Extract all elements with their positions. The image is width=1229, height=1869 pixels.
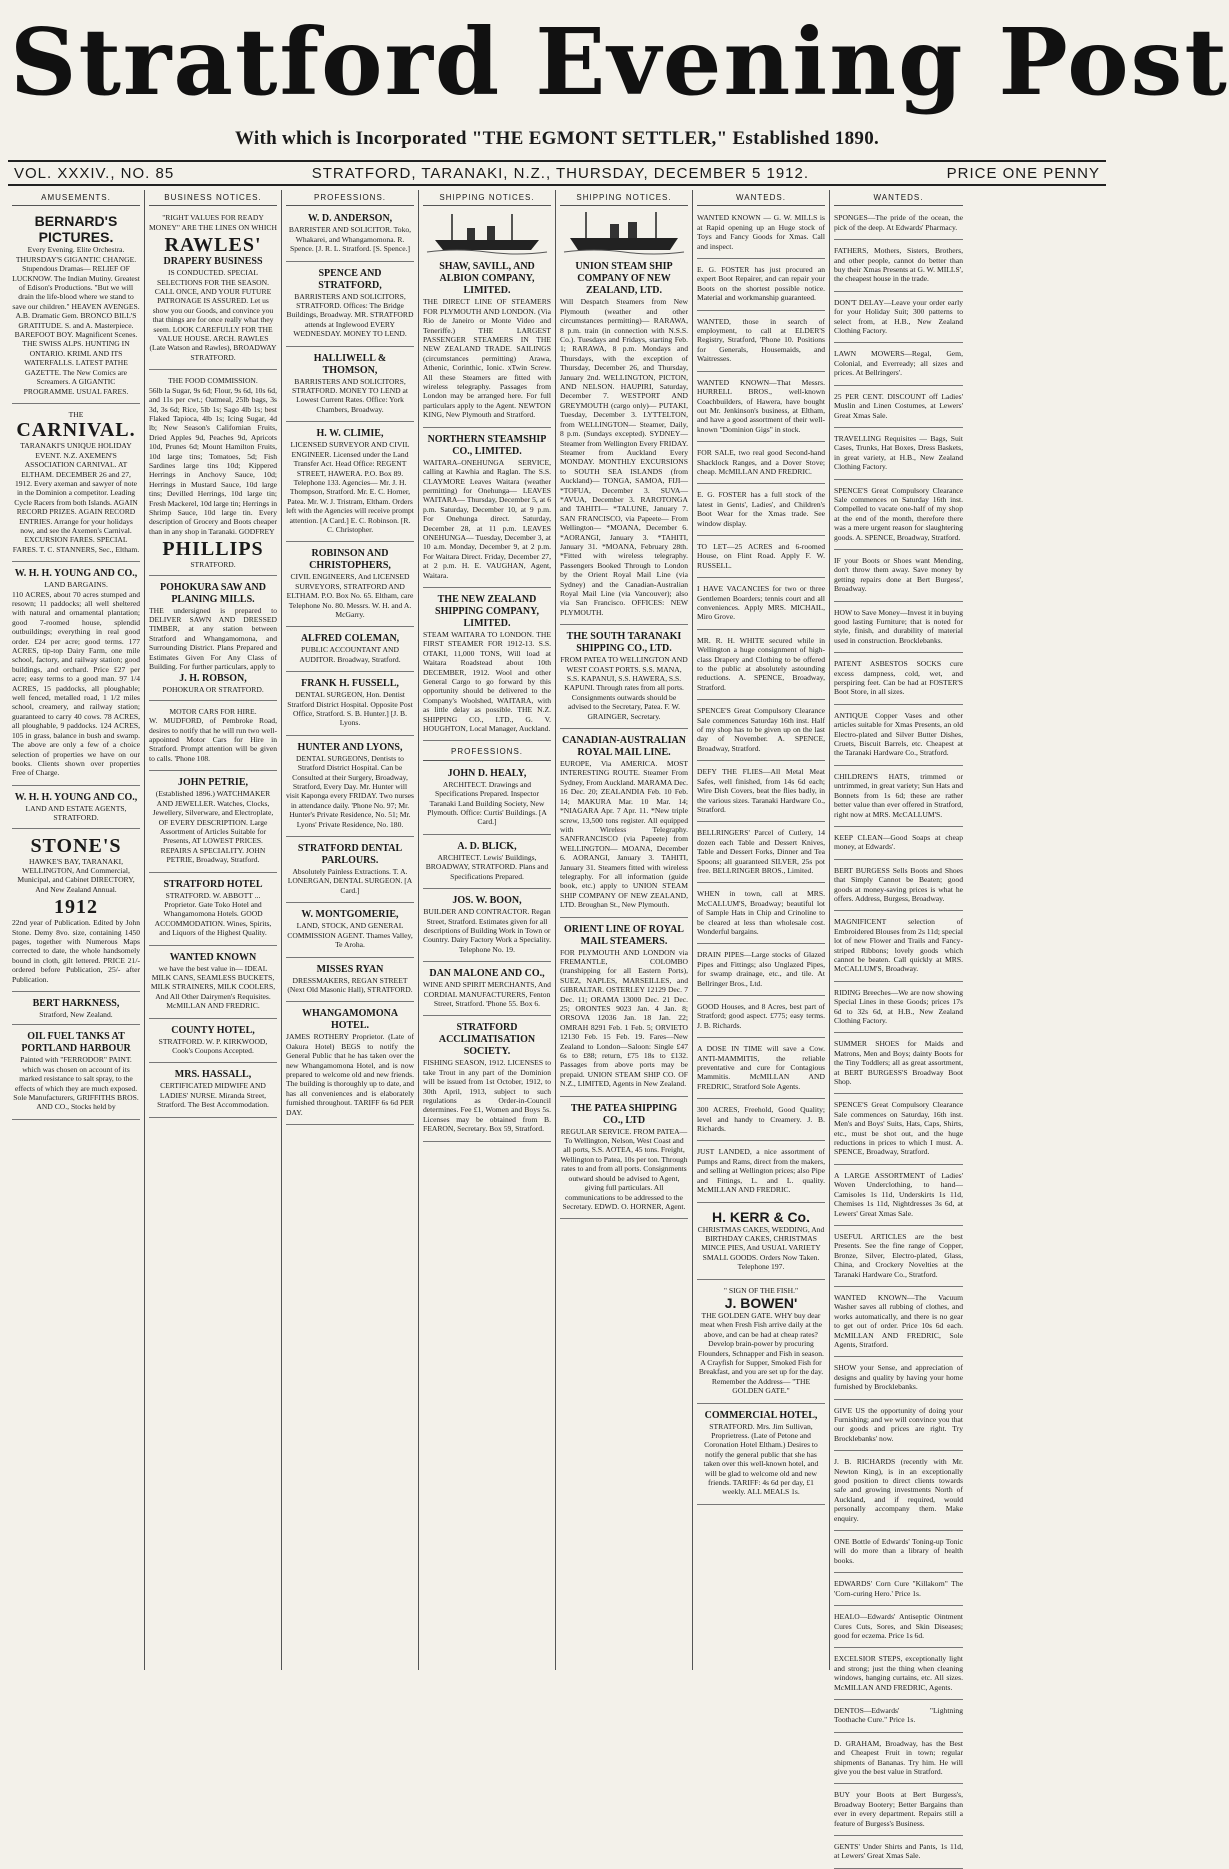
volume-number: VOL. XXXIV., NO. 85 bbox=[14, 164, 175, 182]
ad-text: ANTIQUE Copper Vases and other articles suitable for Xmas Presents, an old Electro-plated and Silver Butter Dishes, Cruets, Biscuit Barrels, etc. Cheapest at the Taranaki Hardware Co., Stratford. bbox=[834, 710, 963, 758]
ad-text: TRAVELLING Requisites — Bags, Suit Cases, Trunks, Hat Boxes, Dress Baskets, in great variety, at H.B., New Zealand Clothing Factory. bbox=[834, 433, 963, 472]
ad-title: BERNARD'S PICTURES. bbox=[34, 213, 118, 246]
ad-title: W. H. H. YOUNG AND CO., bbox=[14, 791, 138, 803]
ad-text: EDWARDS' Corn Cure "Killakorn" The 'Corn-curing Hero.' Price 1s. bbox=[834, 1579, 963, 1598]
ad-title: POHOKURA SAW AND PLANING MILLS. bbox=[160, 581, 266, 605]
ad-text: WHEN in town, call at MRS. McCALLUM'S, Broadway; beautiful lot of Sample Hats in Chip and Crinoline to be cleared at less than wholesale cost. Wonderful bargains. bbox=[697, 889, 825, 936]
ad-text: EUROPE, Via AMERICA. MOST INTERESTING ROUTE. Steamer From Sydney, From Auckland. MARAMA Dec. 16 Dec. 20; ZEALANDIA Feb. 10 Feb. 14; MAKURA Mar. 10 Mar. 14; *NIAGARA Apr. 7 Apr. 11. *New triple screw, 13,500 tons register. All equipped with Wireless Telegraphy. SANFRANCISCO (via Papeete) from WELLINGTON— MOANA, December 6. AORANGI, January 3. TAHITI, January 31. Steamers fitted with wireless telegraphy. For all information (guide book, etc.) apply to UNION STEAM SHIP COMPANY OF NEW ZEALAND, LTD. Broughan St., New Plymouth. bbox=[560, 759, 688, 910]
classified-ad bbox=[834, 1360, 963, 1399]
ad-fussell bbox=[286, 675, 414, 736]
ad-title: NORTHERN STEAMSHIP CO., LIMITED. bbox=[427, 433, 547, 457]
classified-ad bbox=[697, 886, 825, 944]
ad-text: GOOD Houses, and 8 Acres, best part of Stratford; good aspect. £775; easy terms. J. B. Richards. bbox=[697, 1002, 825, 1030]
ad-text: REGULAR SERVICE. FROM PATEA— To Wellington, Nelson, West Coast and all ports, S.S. AOTEA, 45 tons. Freight, Wellington to Patea, 10s per ton. Through rates to and from all ports. Consignments outward should be advised to Agent, giving full particulars. All communications to be addressed to the Secretary. EDWD. O. HORNER, Agent. bbox=[560, 1126, 688, 1211]
classified-ad bbox=[834, 1736, 963, 1785]
ad-text: HOW to Save Money—Invest it in buying good lasting Furniture; that is noted for style, finish, and durability of material used in construction. Brocklebanks. bbox=[834, 607, 963, 645]
ad-place: STRATFORD. bbox=[190, 560, 236, 570]
ad-ferrodor-paint bbox=[12, 1028, 140, 1119]
ad-title: HUNTER AND LYONS, bbox=[297, 741, 403, 753]
classified-ad bbox=[697, 581, 825, 630]
ad-title: W. H. H. YOUNG AND CO., bbox=[14, 568, 138, 580]
classified-ad bbox=[697, 375, 825, 442]
classified-ad bbox=[834, 389, 963, 428]
ad-shaw-savill bbox=[423, 258, 551, 427]
classified-ad bbox=[697, 314, 825, 372]
dateline bbox=[8, 160, 1106, 186]
ad-text: KEEP CLEAN—Good Soaps at cheap money, at Edwards'. bbox=[834, 832, 963, 852]
masthead bbox=[10, 6, 1229, 124]
column-heading: BUSINESS NOTICES. bbox=[149, 190, 277, 206]
incorporated-line: With which is Incorporated "THE EGMONT SETTLER," Established 1890. bbox=[234, 128, 880, 149]
ad-subtitle: LAND AND ESTATE AGENTS, STRATFORD. bbox=[25, 803, 127, 823]
ad-title: MRS. HASSALL, bbox=[174, 1069, 252, 1081]
ad-text: WANTED KNOWN—That Messrs. HURRELL BROS., well-known Coachbuilders, of Hawera, have bought out Mr. Jenkinson's business, at Eltham, and have a good assortment of their well-known "Dominion Gigs" in stock. bbox=[697, 377, 825, 434]
page-columns bbox=[8, 190, 1106, 1861]
ad-title: WHANGAMOMONA HOTEL. bbox=[301, 1008, 399, 1032]
classified-ad bbox=[834, 1534, 963, 1573]
ad-text: SUMMER SHOES for Maids and Matrons, Men and Boys; dainty Boots for the Tiny Toddlers; all as great assortment, at BERT BURGESS'S Broadway Boot Shop. bbox=[834, 1039, 963, 1087]
ad-title: WANTED KNOWN bbox=[169, 951, 257, 963]
ad-text: 25 PER CENT. DISCOUNT off Ladies' Muslin and Linen Costumes, at Lewers' Great Xmas Sale. bbox=[834, 391, 963, 420]
column-wanteds-2 bbox=[830, 190, 967, 1861]
ad-title: THE NEW ZEALAND SHIPPING COMPANY, LIMITED. bbox=[435, 593, 539, 629]
ad-text: PATENT ASBESTOS SOCKS cure excess dampness, cold, wet, and perspiring feet. Can be had at FOSTER'S Boot Store, in all sizes. bbox=[834, 659, 963, 697]
ad-blick bbox=[423, 838, 551, 889]
ad-title: CANADIAN-AUSTRALIAN ROYAL MAIL LINE. bbox=[562, 735, 686, 759]
ad-orient-line bbox=[560, 921, 688, 1097]
ad-text: Will Despatch Steamers from New Plymouth (weather and other circumstances permitting)— RARAWA, 8 p.m. train (in connection with N.S.S. Co.). Tuesdays and Fridays, starting Feb. 1; RARAWA, 8 p.m. Mondays and Thursdays, with the exception of Thursday, December 26, and Thursday, January 2nd. WELLINGTON, PICTON, AND NELSON. HAUPIRI, Saturday, December 7. WESTPORT AND GREYMOUTH (cargo only)— PUTAKI, Tuesday, December 3. LYTTELTON, from WELLINGTON— Steamer, Daily, 8 p.m. (Sundays excepted). SYDNEY— Steamer from Wellington Every FRIDAY. Steamer from Auckland Every MONDAY. MONTHLY EXCURSIONS to SOUTH SEA ISLANDS (from Auckland)— TONGA, SAMOA, FIJI— *TOFUA, December 3. SUVA— *AVUA, December 3. RAROTONGA and TAHITI— *TALUNE, January 7. SAN FRANCISCO, via Papeete— From Wellington— *MOANA, December 6. *AORANGI, January 3. *TAHITI, January 31. *MOANA, February 28th. *Fitted with wireless telegraphy. Passengers Booked Through to London by the Orient Royal Mail Line (via Sydney) and the Canadian-Australian Royal Mail Line (via Vancouver); also via San Francisco. OFFICES: NEW PLYMOUTH. bbox=[560, 297, 688, 617]
classified-ad bbox=[697, 1102, 825, 1141]
ad-text: GIVE US the opportunity of doing your Furnishing; and we will convince you that our goods and prices are right. Try Brocklebanks' now. bbox=[834, 1405, 963, 1443]
ad-text: MAGNIFICENT selection of Embroidered Blouses from 2s 11d; special lot of new Flower and Trails and Fancy-striped Ribbons; lovely goods which cannot be beaten. Call quickly at MRS. McCALLUM'S, Broadway. bbox=[834, 917, 963, 974]
classified-ad bbox=[834, 914, 963, 981]
ad-text: THE undersigned is prepared to DELIVER SAWN AND DRESSED TIMBER, at any station between Stratford and Whangamomona, and Surrounding District. Plans Prepared and Estimates Given For Any Class of Building. For further particulars, apply to bbox=[149, 605, 277, 672]
ad-place: POHOKURA OR STRATFORD. bbox=[162, 685, 264, 695]
ad-text: ONE Bottle of Edwards' Toning-up Tonic will do more than a library of health books. bbox=[834, 1537, 963, 1565]
ad-text: JAMES ROTHERY Proprietor. (Late of Oakura Hotel) BEGS to notify the General Public that he has taken over the new Whangamomona Hotel, and is now prepared to welcome old and new friends. The building is thoroughly up to date, and has all conveniences and is elaborately furnished throughout. TARIFF 6s 6d PER DAY. bbox=[286, 1032, 414, 1117]
ad-motor-cars bbox=[149, 704, 277, 771]
ad-text: SPONGES—The pride of the ocean, the pick of the deep. At Edwards' Pharmacy. bbox=[834, 213, 963, 232]
ad-text: JUST LANDED, a nice assortment of Pumps and Rams, direct from the makers, and selling at Wellington prices; also Pipe and Fittings, L. and L. quality. McMILLAN AND FREDRIC. bbox=[697, 1147, 825, 1195]
ad-text: TO LET—25 ACRES and 6-roomed House, on Flint Road. Apply F. W. RUSSELL. bbox=[697, 541, 825, 570]
ad-sign: " SIGN OF THE FISH." bbox=[723, 1285, 799, 1295]
ad-text: Absolutely Painless Extractions. T. A. LONERGAN, DENTAL SURGEON. [A Card.] bbox=[287, 867, 413, 895]
classified-ad bbox=[697, 262, 825, 311]
ad-climie bbox=[286, 425, 414, 542]
ad-misses-ryan bbox=[286, 961, 414, 1003]
ad-text: DENTAL SURGEON, Hon. Dentist Stratford District Hospital. Opposite Post Office, Stratford. S. B. Hunter.] [J. B. Lyons. bbox=[287, 690, 413, 728]
ad-title: ROBINSON AND CHRISTOPHERS, bbox=[309, 548, 391, 572]
ad-title: JOHN PETRIE, bbox=[177, 777, 248, 789]
classified-ad bbox=[834, 295, 963, 344]
classified-ad bbox=[834, 1036, 963, 1094]
ad-text: USEFUL ARTICLES are the best Presents. See the fine range of Copper, Bronze, Silver, Electro-plated, Glass, China, and Crockery Novelties at the Taranaki Hardware Co., Stratford. bbox=[834, 1231, 963, 1279]
ad-spence-stratford bbox=[286, 265, 414, 347]
ad-text: STEAM WAITARA TO LONDON. THE FIRST STEAMER FOR 1912-13. S.S. OTAKI, 11,000 TONS, Will load at Waitara Roadstead about 10th DECEMBER, 1912. Wool and other General Cargo to go forward by this opportunity should be delivered to the Company's Woolshed, WAITARA, with as little delay as possible. THE N.Z. SHIPPING CO., LTD., G. V. HOUGHTON, Local Manager, Auckland. bbox=[423, 629, 551, 734]
ad-carnival bbox=[12, 407, 140, 562]
ad-title: W. D. ANDERSON, bbox=[307, 213, 393, 225]
classified-ad bbox=[834, 1168, 963, 1226]
classified-ad bbox=[697, 764, 825, 822]
ad-title: H. KERR & Co. bbox=[712, 1208, 810, 1225]
ad-text: DRAIN PIPES—Large stocks of Glazed Pipes and Fittings; also Unglazed Pipes, for swamp drainage, etc., and tile. At Bellringer Bros., Ltd. bbox=[697, 950, 825, 988]
column-shipping-1 bbox=[419, 190, 556, 1670]
ad-title: STRATFORD HOTEL bbox=[163, 878, 263, 890]
ad-text: DRESSMAKERS, REGAN STREET (Next Old Masonic Hall), STRATFORD. bbox=[287, 975, 413, 994]
ad-john-petrie bbox=[149, 774, 277, 872]
ad-phillips-food bbox=[149, 373, 277, 575]
ad-text: A LARGE ASSORTMENT of Ladies' Woven Underclothing, to hand—Camisoles 1s 11d, Underskirts 1s 11d, Chemises 1s 11d, Nightdresses 3s 6d, at Lewers' Great Xmas Sale. bbox=[834, 1170, 963, 1218]
ad-subtitle: LAND BARGAINS. bbox=[44, 580, 108, 590]
ad-text: BARRISTERS AND SOLICITORS, STRATFORD. MONEY TO LEND at Lowest Current Rates. Office: York Chambers, Broadway. bbox=[291, 376, 409, 414]
ad-dan-malone bbox=[423, 965, 551, 1016]
ad-title: COUNTY HOTEL, bbox=[171, 1024, 255, 1036]
ad-text: we have the best value in— IDEAL MILK CANS, SEAMLESS BUCKETS, MILK STRAINERS, MILK COOLERS, And All Other Dairymen's Requisites. McMILLAN AND FREDRIC. bbox=[150, 963, 276, 1011]
ad-text: PUBLIC ACCOUNTANT AND AUDITOR. Broadway, Stratford. bbox=[299, 645, 401, 664]
ad-text: STRATFORD. W. ABBOTT ... Proprietor. Gate Toko Hotel and Whangamomona Hotels. GOOD ACCOMMODATION. Wines, Spirits, and Liquors of the Highest Quality. bbox=[154, 890, 272, 938]
classified-ad bbox=[834, 830, 963, 860]
ad-halliwell-thomson bbox=[286, 350, 414, 423]
place-date: STRATFORD, TARANAKI, N.Z., THURSDAY, DECEMBER 5 1912. bbox=[311, 164, 810, 182]
ad-text: BARRISTER AND SOLICITOR. Toko, Whakarei, and Whangamomona. R. Spence. [J. R. L. Stratford. [S. Spence.] bbox=[288, 225, 412, 254]
ad-text: LAND, STOCK, AND GENERAL COMMISSION AGENT. Thames Valley, Te Aroha. bbox=[287, 921, 413, 950]
classified-ad bbox=[697, 703, 825, 761]
classified-ad bbox=[834, 769, 963, 827]
classified-ad bbox=[697, 539, 825, 578]
classified-ad bbox=[834, 1290, 963, 1357]
ad-text: J. B. RICHARDS (recently with Mr. Newton King), is in an exceptionally good position to direct clients towards safe and growing investments North of Auckland, and if required, would personally accompany them. Make enquiry. bbox=[834, 1457, 963, 1523]
ad-text: HEALO—Edwards' Antiseptic Ointment Cures Cuts, Sores, and Skin Diseases; good for eczema. Price 1s 6d. bbox=[834, 1612, 963, 1640]
ad-text: LICENSED SURVEYOR AND CIVIL ENGINEER. Licensed under the Land Transfer Act. Head Office: REGENT STREET, HAWERA. P.O. Box 89. Telephone 133. Agencies— Mr. J. H. Thompson, Stratford. Mr. E. C. Horner, Patea. Mr. W. J. Tristram, Eltham. Orders left with the Agencies will receive prompt attention. [A Card.] E. C. Robinson. [R. C. Christopher. bbox=[286, 440, 414, 534]
ad-title: PHILLIPS bbox=[162, 538, 264, 561]
classified-ad bbox=[834, 985, 963, 1034]
classified-ad bbox=[834, 1651, 963, 1700]
ad-text: E. G. FOSTER has just procured an expert Boot Repairer, and can repair your Boots on the shortest possible notice. Material and workmanship guaranteed. bbox=[697, 265, 825, 303]
ad-montgomerie bbox=[286, 906, 414, 957]
ad-healy bbox=[423, 765, 551, 835]
ad-text: LAWN MOWERS—Regal, Gem, Colonial, and Everready; all sizes and prices. At Bellringers'. bbox=[834, 349, 963, 378]
ad-bert-harkness bbox=[12, 995, 140, 1025]
ad-robinson-christophers bbox=[286, 545, 414, 627]
classified-ad bbox=[834, 1454, 963, 1531]
ad-patea-shipping bbox=[560, 1100, 688, 1220]
ad-text: WANTED KNOWN — G. W. MILLS is at Rapid opening up an Huge stock of Toys and Fancy Goods for Xmas. Call and inspect. bbox=[697, 213, 825, 251]
newspaper-title: Stratford Evening Post bbox=[10, 8, 1229, 116]
ad-text: MR. R. H. WHITE secured while in Wellington a huge consignment of high-class Drapery and Clothing to be offered to the public at absolutely astounding reductions. A. SPENCE, Broadway, Stratford. bbox=[697, 635, 825, 692]
ad-rawles bbox=[149, 210, 277, 370]
ad-commercial-hotel bbox=[697, 1407, 825, 1505]
classified-ad bbox=[834, 1403, 963, 1452]
ad-title: OIL FUEL TANKS AT PORTLAND HARBOUR bbox=[21, 1031, 131, 1055]
ad-title: H. W. CLIMIE, bbox=[316, 428, 384, 440]
classified-ad bbox=[697, 210, 825, 259]
column-shipping-2 bbox=[556, 190, 693, 1670]
ad-bernards-pictures bbox=[12, 210, 140, 404]
ad-text: ARCHITECT. Drawings and Specifications Prepared. Inspector Taranaki Land Building Society, New Plymouth. Office: Curtis' Buildings. [A Card.] bbox=[427, 779, 547, 827]
classified-ad bbox=[834, 1787, 963, 1836]
ad-text: FATHERS, Mothers, Sisters, Brothers, and other people, cannot do better than buy their Xmas Presents at G. W. MILLS', the cheapest house in the trade. bbox=[834, 246, 963, 284]
classified-ad bbox=[697, 487, 825, 536]
ad-nz-shipping bbox=[423, 591, 551, 741]
ad-text: FOR PLYMOUTH AND LONDON via FREMANTLE, COLOMBO (transhipping for all Eastern Ports), SUEZ, NAPLES, MARSEILLES, and GIBRALTAR. OSTERLEY 12129 Dec. 7 Dec. 11; ORAMA 13000 Dec. 21 Dec. 25; ORONTES 9023 Jan. 4 Jan. 8; ORSOVA 12036 Jan. 18 Jan. 22; OMRAH 8291 Feb. 1 Feb. 5; ORVIETO 12130 Feb. 15 Feb. 19. Fares—New Zealand to London—Saloon: Single £47 6s to £88; return, £75 18s to £132. Passages from above ports may be prepaid. UNION STEAM SHIP CO. OF N.Z., LIMITED, Agents in New Zealand. bbox=[560, 947, 688, 1089]
classified-ad bbox=[834, 605, 963, 654]
ad-name: J. H. ROBSON, bbox=[179, 673, 247, 685]
ad-text: 110 ACRES, about 70 acres stumped and resown; 11 paddocks; all well sheltered with natural and ornamental plantation; good 7-roomed house, splendid outbuildings; everything in real good order. £24 per acre; good terms. 177 ACRES, tip-top Dairy Farm, one mile school, factory, and railway station; good buildings, and orchard. Price £27 per acre; easy terms to a good man. 97 1/4 ACRES, 15 paddocks, all ploughable; well fenced, metalled road, 1 1/2 miles school, creamery, and railway station; guaranteed to carry 40 cows. 78 ACRES, all ploughable, 9 paddocks. 124 ACRES, 105 in grass, balance in bush and swamp. The above are only a few of a choice selection of properties we have on our books. Clients shown over properties Free of Charge. bbox=[12, 589, 140, 778]
ad-text: BARRISTERS AND SOLICITORS, STRATFORD. Offices: The Bridge Buildings, Broadway. MR. STRATFORD attends at Inglewood EVERY WEDNESDAY. MONEY TO LEND. bbox=[286, 291, 414, 339]
ad-text: SPENCE'S Great Compulsory Clearance Sale commences on Saturday 16th inst. Compelled to vacate one-half of my shop at the end of the month, therefore there was a mere urgent reason for slaughtering goods. A. SPENCE, Broadway, Stratford. bbox=[834, 485, 963, 542]
classified-ad bbox=[834, 553, 963, 602]
steamship-illustration bbox=[423, 210, 551, 254]
classified-ad bbox=[834, 210, 963, 240]
column-heading: WANTEDS. bbox=[697, 190, 825, 206]
ad-title: W. MONTGOMERIE, bbox=[301, 909, 399, 921]
ad-boon bbox=[423, 892, 551, 962]
ad-title: UNION STEAM SHIP COMPANY OF NEW ZEALAND, LTD. bbox=[575, 261, 673, 297]
ad-text: A DOSE IN TIME will save a Cow. ANTI-MAMMITIS, the reliable preventative and cure for Contagious Mammitis. McMILLAN AND FREDRIC, Stratford Sole Agents. bbox=[697, 1044, 825, 1091]
ad-title: SPENCE AND STRATFORD, bbox=[318, 267, 382, 291]
classified-ad bbox=[697, 1144, 825, 1202]
ad-dental-parlours bbox=[286, 840, 414, 903]
column-amusements bbox=[8, 190, 145, 1670]
ad-text: WINE AND SPIRIT MERCHANTS, And CORDIAL MANUFACTURERS, Fenton Street, Stratford. 'Phone 55. Box 6. bbox=[423, 980, 551, 1008]
classified-ad bbox=[834, 1609, 963, 1648]
ad-title: DAN MALONE AND CO., bbox=[429, 968, 545, 980]
ad-northern-steamship bbox=[423, 431, 551, 588]
ad-stones-directory bbox=[12, 832, 140, 992]
classified-ad bbox=[834, 346, 963, 385]
ad-text: FOR SALE, two real good Second-hand Shacklock Ranges, and a Dover Stove; cheap. McMILLAN AND FREDRIC. bbox=[697, 448, 825, 476]
ad-text: CIVIL ENGINEERS, And LICENSED SURVEYORS, STRATFORD AND ELTHAM. P.O. Box No. 65. Eltham, care Telephone No. 80. Messrs. W. H. and A. McGarry. bbox=[286, 572, 414, 619]
classified-ad bbox=[834, 431, 963, 480]
ad-text: THE GOLDEN GATE. WHY buy dear meat when Fresh Fish arrive daily at the above, and can be had at cheap rates? Develop brain-power by procuring Flounders, Schnapper and Fish in season. A Crayfish for Supper, Smoked Fish for Breakfast, and you are set up for the day. Remember the Address— "THE GOLDEN GATE." bbox=[698, 1310, 824, 1396]
classified-ad bbox=[834, 1703, 963, 1733]
ad-text: DON'T DELAY—Leave your order early for your Holiday Suit; 300 patterns to select from, at H.B., New Zealand Clothing Factory. bbox=[834, 297, 963, 336]
ad-text: STRATFORD. Mrs. Jim Sullivan, Proprietress. (Late of Petone and Coronation Hotel Eltham.) Desires to notify the general public that she has taken over this well-known hotel, and will be glad to welcome old and new friends. TARIFF: 4s 6d per day, £1 weekly. ALL MEALS 1s. bbox=[703, 1421, 819, 1497]
ad-text: "RIGHT VALUES FOR READY MONEY" ARE THE LINES ON WHICH bbox=[149, 213, 277, 232]
ad-title: HALLIWELL & THOMSON, bbox=[313, 352, 387, 376]
ad-title: BERT HARKNESS, bbox=[32, 998, 120, 1009]
ad-title: JOS. W. BOON, bbox=[452, 895, 522, 907]
ad-title: STONE'S bbox=[30, 834, 122, 857]
ad-text: Painted with "FERRODOR" PAINT. which was chosen on account of its marked resistance to salt spray, to the effects of which they are much exposed. Sole Manufacturers, GRIFFITHS BROS. AND CO., Stocks held by bbox=[13, 1055, 139, 1112]
ad-text: SPENCE'S Great Compulsory Clearance Sale commences Saturday 16th inst. Half of my shop has to be given up on the last day of November. A. SPENCE, Broadway, Stratford. bbox=[697, 706, 825, 753]
ad-wanted-known-dairy bbox=[149, 949, 277, 1019]
ad-text: CHILDREN'S HATS, trimmed or untrimmed, in great variety; Sun Hats and Bonnets from 1s 6d; these are rather better value than ever offered in Stratford, right now at MRS. McCALLUM'S. bbox=[834, 771, 963, 819]
ad-subtitle: MOTOR CARS FOR HIRE. bbox=[169, 706, 257, 716]
column-heading: WANTEDS. bbox=[834, 190, 963, 206]
ad-mrs-hassall bbox=[149, 1066, 277, 1117]
ad-title: CARNIVAL. bbox=[16, 419, 136, 442]
ad-title: STRATFORD ACCLIMATISATION SOCIETY. bbox=[438, 1022, 536, 1058]
column-heading: SHIPPING NOTICES. bbox=[560, 190, 688, 206]
ad-pohokura-mills bbox=[149, 579, 277, 701]
ad-young-estate-agents bbox=[12, 789, 140, 829]
classified-ad bbox=[834, 863, 963, 912]
price: PRICE ONE PENNY bbox=[946, 164, 1100, 182]
ad-j-bowen bbox=[697, 1283, 825, 1404]
classified-ad bbox=[834, 1839, 963, 1869]
ad-canadian-australian bbox=[560, 732, 688, 918]
ad-text: WAITARA–ONEHUNGA SERVICE, calling at Kawhia and Raglan. The S.S. CLAYMORE Leaves Waitara (weather permitting) for Onehunga— LEAVES WAITARA— Thursday, December 5, at 6 p.m. Saturday, December 10, at 9 p.m. For Onehunga direct. Saturday, December 28, at 11 p.m. LEAVES ONEHUNGA— Tuesday, December 3, at 10 a.m. Monday, December 9, at 2 p.m. For Waitara Direct. Friday, December 27, at 2 p.m. H. E. VAUGHAN, Agent, Waitara. bbox=[423, 457, 551, 580]
ad-text: CERTIFICATED MIDWIFE AND LADIES' NURSE. Miranda Street, Stratford. The Best Accommodation. bbox=[157, 1081, 269, 1110]
classified-ad bbox=[834, 243, 963, 292]
ad-whangamomona-hotel bbox=[286, 1005, 414, 1125]
ad-text: RIDING Breeches—We are now showing Special Lines in these Goods; prices 17s 6d to 32s 6d, at H.B., New Zealand Clothing Factory. bbox=[834, 987, 963, 1025]
ad-text: DENTOS—Edwards' "Lightning Toothache Cure." Price 1s. bbox=[834, 1705, 963, 1725]
ad-text: D. GRAHAM, Broadway, has the Best and Cheapest Fruit in town; regular shipments of Bananas. Try him. He will give you the best value in Stratford. bbox=[834, 1738, 963, 1776]
ad-text: BUILDER AND CONTRACTOR. Regan Street, Stratford. Estimates given for all descriptions of Building Work in Town or Country. Dairy Factory Work a Speciality. Telephone No. 19. bbox=[423, 907, 551, 954]
ad-stratford-hotel bbox=[149, 876, 277, 946]
ad-text-2: IS CONDUCTED. SPECIAL SELECTIONS FOR THE SEASON. CALL ONCE, AND YOUR FUTURE PATRONAGE IS ASSURED. Let us show you our Goods, and convince you that things are for once really what they seem. LOOK CAREFULLY FOR THE VALUE HOUSE. ARCH. RAWLES (Late Watson and Rawles), BROADWAY STRATFORD. bbox=[149, 268, 277, 362]
ad-title: MISSES RYAN bbox=[316, 963, 384, 975]
ad-text: BERT BURGESS Sells Boots and Shoes that Simply Cannot be Beaten; good goods at money-saving prices is what he offers. Address, Burgess, Broadway. bbox=[834, 865, 963, 903]
classified-ad bbox=[834, 1576, 963, 1606]
ad-title: J. BOWEN' bbox=[724, 1294, 798, 1311]
ad-text: TARANAKI'S UNIQUE HOLIDAY EVENT. N.Z. AXEMEN'S ASSOCIATION CARNIVAL. AT ELTHAM. DECEMBER 26 and 27, 1912. Every axeman and sawyer of note in the Dominion a competitor. Leading Cycle Racers from both Islands. AGAIN RECORD PRIZES. AGAIN RECORD ENTRIES. Arrange for your holidays now, and see the Axemen's Carnival. EXCURSION FARES. SPECIAL FARES. T. C. STANNERS, Sec., Eltham. bbox=[12, 441, 140, 554]
ad-text: HAWKE'S BAY, TARANAKI, WELLINGTON, And Commercial, Municipal, and Cabinet DIRECTORY, And New Zealand Annual. bbox=[17, 856, 135, 894]
ad-title: FRANK H. FUSSELL, bbox=[301, 678, 399, 690]
ad-title: COMMERCIAL HOTEL, bbox=[704, 1409, 818, 1421]
ad-text: Every Evening. Elite Orchestra. THURSDAY'S GIGANTIC CHANGE. Stupendous Dramas— RELIEF OF LUCKNOW. The Indian Mutiny. Greatest of Edison's Productions. "But we will drain the life-blood where we stand to save our children." HEAVEN AVENGES. A.B. Dramatic Gem. BRONCO BILL'S GRATITUDE. S. and A. Masterpiece. BAREFOOT BOY. Magnificent Scenes. THE SWISS ALPS. HUNTING IN ONTARIO. KRIML AND ITS WATERFALLS. LATEST PATHE GAZETTE. The New Comics are Screamers. A GIGANTIC PROGRAMME. USUAL FARES. bbox=[12, 245, 140, 396]
ad-text: 300 ACRES, Freehold, Good Quality; level and handy to Creamery. J. B. Richards. bbox=[697, 1105, 825, 1134]
ad-subtitle: THE FOOD COMMISSION. bbox=[168, 376, 258, 386]
column-business-notices bbox=[145, 190, 282, 1670]
classified-ad bbox=[697, 1041, 825, 1099]
ad-title: THE SOUTH TARANAKI SHIPPING CO., LTD. bbox=[566, 631, 682, 655]
classified-ad bbox=[834, 708, 963, 766]
classified-ad bbox=[834, 483, 963, 550]
column-professions bbox=[282, 190, 419, 1670]
ad-young-land-bargains bbox=[12, 565, 140, 786]
steamship-illustration bbox=[560, 210, 688, 254]
classified-ad bbox=[697, 947, 825, 996]
classified-ad bbox=[834, 1097, 963, 1164]
ad-title: RAWLES' bbox=[164, 234, 262, 257]
ad-text: DENTAL SURGEONS, Dentists to Stratford District Hospital. Can be Consulted at their Surgery, Broadway, Stratford, Every Day. Mr. Hunter will visit Kaponga every FRIDAY. Two nurses in attendance daily. 'Phone No. 97; Mr. Hunter's Private Residence, No. 51; Mr. Lyons' Private Residence, No. 180. bbox=[286, 753, 414, 829]
ad-text: Stratford, New Zealand. bbox=[39, 1010, 113, 1019]
ad-title: ORIENT LINE OF ROYAL MAIL STEAMERS. bbox=[564, 923, 684, 947]
ad-text: STRATFORD. W. P. KIRKWOOD, Cook's Coupons Accepted. bbox=[158, 1036, 268, 1055]
ad-subtitle: DRAPERY BUSINESS bbox=[163, 256, 263, 268]
section-heading-professions: PROFESSIONS. bbox=[423, 744, 551, 760]
ad-text: E. G. FOSTER has a full stock of the latest in Gents', Ladies', and Children's Boot Wear for the Xmas trade. See window display. bbox=[697, 490, 825, 528]
ad-text: BELLRINGERS' Parcel of Cutlery, 14 dozen each Table and Dessert Knives, Table and Dessert Forks, Dinner and Tea Spoons; all guaranteed SILVER, 25s pot free. BELLRINGER BROS., Limited. bbox=[697, 828, 825, 875]
ad-title: SHAW, SAVILL, AND ALBION COMPANY, LIMITED. bbox=[439, 261, 535, 297]
classified-ad bbox=[697, 445, 825, 484]
ad-text: CHRISTMAS CAKES, WEDDING, And BIRTHDAY CAKES, CHRISTMAS MINCE PIES, And USUAL VARIETY SMALL GOODS. Orders Now Taken. Telephone 197. bbox=[697, 1224, 825, 1272]
ad-pretitle: THE bbox=[68, 409, 84, 419]
ad-title: ALFRED COLEMAN, bbox=[300, 633, 400, 645]
ad-year: 1912 bbox=[54, 896, 98, 919]
ad-title: A. D. BLICK, bbox=[457, 840, 517, 852]
ad-text: SPENCE'S Great Compulsory Clearance Sale commences on Saturday, 16th inst. Men's and Boys' Suits, Hats, Caps, Shirts, etc., must be shot out, and the huge reductions in prices to which I must. A. SPENCE, Broadway, Stratford. bbox=[834, 1100, 963, 1157]
column-heading: SHIPPING NOTICES. bbox=[423, 190, 551, 206]
ad-title: STRATFORD DENTAL PARLOURS. bbox=[297, 843, 403, 867]
ad-title: THE PATEA SHIPPING CO., LTD bbox=[570, 1102, 678, 1126]
column-heading: PROFESSIONS. bbox=[286, 190, 414, 206]
column-wanteds-1 bbox=[693, 190, 830, 1670]
ad-text: GENTS' Under Shirts and Pants, 1s 11d, at Lewers' Great Xmas Sale. bbox=[834, 1842, 963, 1861]
classified-ad bbox=[834, 656, 963, 705]
ad-acclimatisation bbox=[423, 1019, 551, 1141]
ad-text: WANTED, those in search of employment, to call at ELDER'S Registry, Stratford, 'Phone 10. Positions for Generals, Housemaids, and Waitresses. bbox=[697, 316, 825, 364]
ad-text: I HAVE VACANCIES for two or three Gentlemen Boarders; tennis court and all conveniences. Apply MRS. MICHAIL, Miro Grove. bbox=[697, 584, 825, 622]
classified-ad bbox=[697, 633, 825, 700]
ad-anderson bbox=[286, 210, 414, 261]
ad-text: BUY your Boots at Bert Burgess's, Broadway Bootery; Better Bargains than ever in every department. Repairs still a feature of Burgess's Business. bbox=[834, 1790, 963, 1828]
ad-text: FROM PATEA TO WELLINGTON AND WEST COAST PORTS. S.S. MANA, S.S. KAPANUI, S.S. HAWERA, S.S. KAPUNI. Through rates from all ports. Consignments outwards should be advised to the Secretary, Patea. F. W. GRAINGER, Secretary. bbox=[560, 655, 688, 721]
ad-text: SHOW your Sense, and appreciation of designs and quality by having your home furnished by Brocklebanks. bbox=[834, 1363, 963, 1392]
column-heading: AMUSEMENTS. bbox=[12, 190, 140, 206]
ad-text: (Established 1896.) WATCHMAKER AND JEWELLER. Watches, Clocks, Jewellery, Silverware, and Electroplate, OF EVERY DESCRIPTION. Large Assortment of Articles Suitable for Presents, AT LOWEST PRICES. REPAIRS A SPECIALITY. JOHN PETRIE, Broadway, Stratford. bbox=[152, 789, 274, 865]
ad-text: IF your Boots or Shoes want Mending, don't throw them away. Save money by getting repairs done at Bert Burgess', Broadway. bbox=[834, 555, 963, 594]
ad-text: ARCHITECT. Lewis' Buildings, BROADWAY, STRATFORD. Plans and Specifications Prepared. bbox=[425, 852, 549, 881]
ad-union-steam-ship bbox=[560, 258, 688, 625]
ad-text: 56lb la Sugar, 9s 6d; Flour, 9s 6d, 10s 6d, and 11s per cwt.; Oatmeal, 25lb bags, 3s 3d, 3s 6d; Rice, 5lb 1s; Sago 4lb 1s; best Flaked Tapioca, 4lb 1s; Icing Sugar, 4d lb; New Season's Californian Fruits, Dried Apples 9d, Peaches 9d, Apricots 10d, Prunes 6d; Mount Hamilton Fruits, 10d large tins; Tomatoes, 5d; Fish Sardines large tins 10d; Kippered Herrings in Anchovy Sauce, 10d; Herrings in Mustard Sauce, 10d large tins; Devilled Herrings, 10d large tin; Fresh Mackerel, 10d large tin; Herrings in Shrimp Sauce, 10d large tin. Every description of Grocery and Boots cheaper than in any shop in Taranaki. GODFREY bbox=[149, 385, 277, 536]
ad-text-2: 22nd year of Publication. Edited by John Stone. Demy 8vo. size, containing 1450 pages, together with Numerous Maps corrected to date, the whole handsomely bound in cloth, gilt lettered. PRICE 21/- ordered before Publication, 25/- after Publication. bbox=[12, 918, 140, 984]
ad-text: W. MUDFORD, of Pembroke Road, desires to notify that he will run two well-appointed Motor Cars for Hire in Stratford. Prompt attention will be given to calls. 'Phone 108. bbox=[149, 716, 277, 763]
ad-hunter-lyons bbox=[286, 739, 414, 837]
ad-county-hotel bbox=[149, 1022, 277, 1064]
ad-text: EXCELSIOR STEPS, exceptionally light and strong; just the thing when cleaning windows, hanging curtains, etc. All sizes. McMILLAN AND FREDRIC, Agents. bbox=[834, 1654, 963, 1692]
ad-h-kerr bbox=[697, 1206, 825, 1280]
ad-south-taranaki-shipping bbox=[560, 628, 688, 729]
ad-text: DEFY THE FLIES—All Metal Meat Safes, well finished, from 14s 6d each; Wire Dish Covers, beat the flies badly, in the various sizes. Taranaki Hardware Co., Stratford. bbox=[697, 767, 825, 814]
ad-text: WANTED KNOWN—The Vacuum Washer saves all rubbing of clothes, and works automatically, and there is no gear to get out of order. Price 10s 6d each. McMILLAN AND FREDRIC, Sole Agents, Stratford. bbox=[834, 1292, 963, 1349]
ad-text: THE DIRECT LINE OF STEAMERS FOR PLYMOUTH AND LONDON. (Via Rio de Janeiro or Monte Video and Teneriffe.) THE LARGEST PASSENGER STEAMERS IN THE NEW ZEALAND TRADE. SAILINGS (circumstances permitting) Arawa, Athenic, Corinthic, Ionic. xTwin Screw. All these Steamers are fitted with wireless telegraphy. Passages from London may be arranged here. For full particulars apply to the Agent. NEWTON KING, New Plymouth and Stratford. bbox=[423, 297, 551, 420]
classified-ad bbox=[697, 999, 825, 1038]
ad-text: FISHING SEASON, 1912. LICENSES to take Trout in any part of the Dominion will be issued from 1st October, 1912, to 30th April, 1913, subject to such regulations as Order-in-Council determines. Fee £1, Women and Boys 5s. Licenses may be obtained from B. FEARON, Secretary. Box 59, Stratford. bbox=[423, 1058, 551, 1134]
ad-alfred-coleman bbox=[286, 630, 414, 672]
ad-title: JOHN D. HEALY, bbox=[447, 767, 527, 779]
classified-ad bbox=[697, 825, 825, 883]
classified-ad bbox=[834, 1229, 963, 1287]
